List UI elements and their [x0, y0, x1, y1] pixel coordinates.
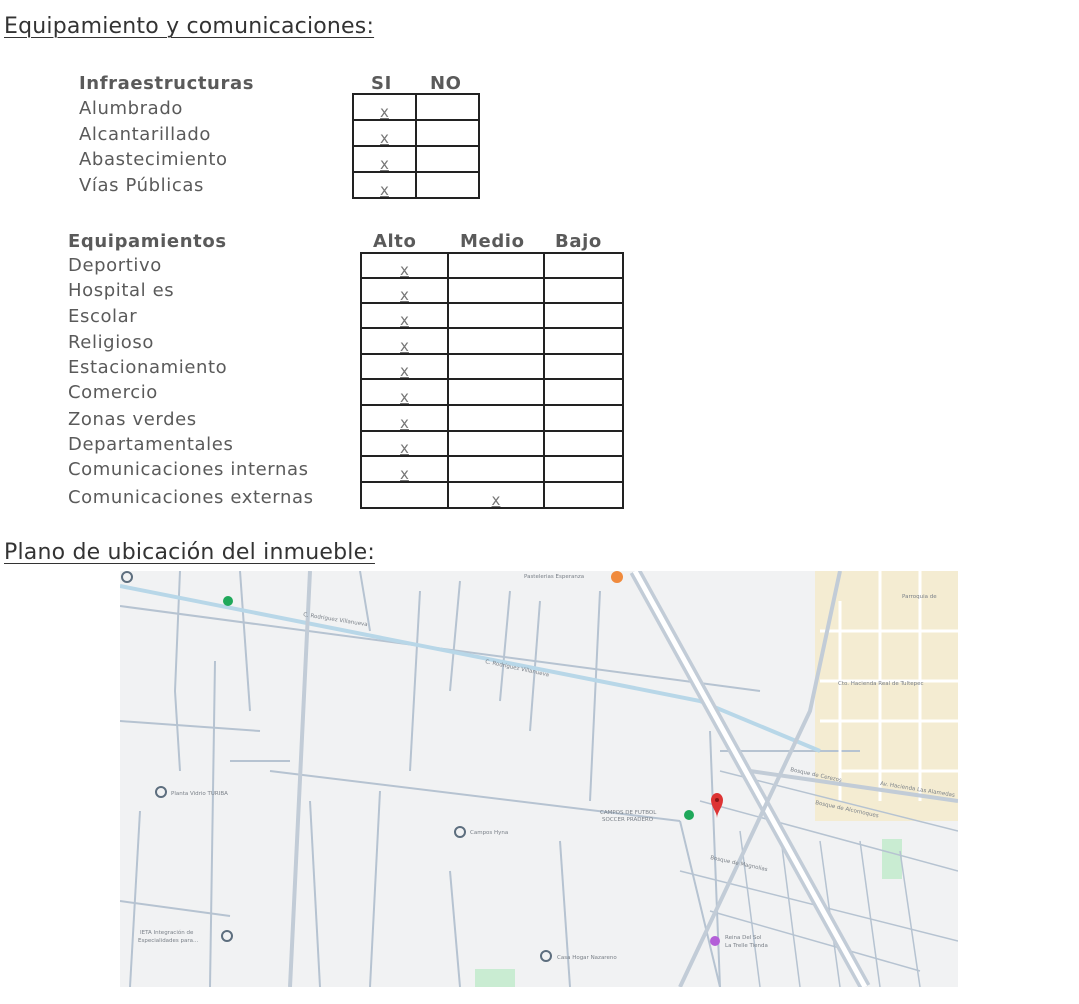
equip-cell: x [448, 482, 544, 508]
infra-cell [416, 94, 479, 120]
map-label: Pastelerias Esperanza [524, 574, 585, 580]
infra-col-si: SI [371, 73, 392, 94]
poi-marker-icon[interactable] [541, 951, 551, 961]
map-label: Casa Hogar Nazareno [557, 955, 617, 961]
equip-cell [448, 456, 544, 482]
infra-label-abastecimiento: Abastecimiento [79, 149, 228, 170]
map-label: IETA Integración de [140, 930, 194, 936]
map-label: Parroquia de [902, 594, 937, 600]
equip-cell [544, 379, 623, 405]
equip-cell [448, 253, 544, 278]
equip-label: Deportivo [68, 255, 162, 276]
equip-label: Zonas verdes [68, 409, 197, 430]
map-label: Cto. Hacienda Real de Tultepec [838, 681, 924, 687]
equip-label: Estacionamiento [68, 357, 228, 378]
equip-cell: x [361, 405, 448, 431]
equip-cell: x [361, 303, 448, 328]
equip-cell [544, 354, 623, 379]
equip-cell [448, 278, 544, 303]
map-label: Bosque de Magnolias [709, 855, 769, 874]
poi-marker-icon[interactable] [122, 572, 132, 582]
equip-label: Comunicaciones internas [68, 459, 309, 480]
equip-cell: x [361, 354, 448, 379]
bakery-marker-icon[interactable] [611, 571, 623, 583]
infra-cell [416, 172, 479, 198]
equip-label: Hospital es [68, 280, 175, 301]
equip-cell [448, 431, 544, 456]
infra-cell: x [353, 146, 416, 172]
map-label: Especialidades para... [138, 938, 199, 944]
equip-label: Religioso [68, 332, 155, 353]
equip-cell [448, 354, 544, 379]
section-heading-equipment: Equipamiento y comunicaciones: [4, 14, 375, 39]
map-label: Campos Hyna [470, 830, 509, 836]
equip-cell: x [361, 328, 448, 354]
equip-cell [544, 431, 623, 456]
map-label: Bosque de Cerezos [789, 767, 843, 784]
location-map[interactable] [120, 571, 958, 987]
poi-marker-icon[interactable] [156, 787, 166, 797]
infra-title: Infraestructuras [79, 73, 255, 94]
equip-col-alto: Alto [373, 231, 417, 252]
park-area [475, 969, 515, 987]
poi-purple-icon[interactable] [710, 936, 720, 946]
section-heading-location: Plano de ubicación del inmueble: [4, 540, 375, 565]
map-label: La Trelle Tienda [725, 943, 768, 949]
equip-cell [448, 303, 544, 328]
poi-green-icon[interactable] [684, 810, 694, 820]
equip-grid [360, 252, 624, 509]
equip-cell [544, 482, 623, 508]
equip-cell [544, 278, 623, 303]
map-label: C. Rodriguez Villanueva [484, 659, 550, 679]
poi-green-icon[interactable] [223, 596, 233, 606]
infra-label-alcantarillado: Alcantarillado [79, 124, 212, 145]
equip-cell: x [361, 278, 448, 303]
equip-title: Equipamientos [68, 231, 227, 252]
poi-marker-icon[interactable] [455, 827, 465, 837]
infra-grid [352, 93, 480, 199]
equip-cell [544, 405, 623, 431]
map-canvas [120, 571, 958, 987]
equip-cell [448, 328, 544, 354]
map-label: C. Rodriguez Villanueva [302, 612, 368, 629]
equip-cell [448, 405, 544, 431]
equip-cell [544, 328, 623, 354]
infra-cell: x [353, 94, 416, 120]
equip-col-bajo: Bajo [555, 231, 602, 252]
map-label: SOCCER PRADERO [602, 817, 654, 823]
equip-cell: x [361, 456, 448, 482]
map-label: Reina Del Sol [725, 935, 762, 941]
map-label: Av. Hacienda Las Alamedas [879, 781, 956, 799]
poi-marker-icon[interactable] [222, 931, 232, 941]
equip-cell: x [361, 379, 448, 405]
equip-cell [544, 253, 623, 278]
equip-cell: x [361, 253, 448, 278]
infra-cell: x [353, 172, 416, 198]
equip-cell: x [361, 431, 448, 456]
infra-cell [416, 146, 479, 172]
equip-cell [544, 456, 623, 482]
equip-cell [448, 379, 544, 405]
equip-label: Departamentales [68, 434, 234, 455]
infra-cell [416, 120, 479, 146]
equip-label: Comunicaciones externas [68, 487, 314, 508]
map-label: Bosque de Alcornoques [814, 800, 880, 820]
equip-label: Escolar [68, 306, 138, 327]
park-area [882, 839, 902, 879]
map-label: CAMPOS DE FUTBOL [600, 810, 657, 816]
equip-label: Comercio [68, 382, 158, 403]
equip-cell [544, 303, 623, 328]
map-label: Planta Vidrio TURIBA [171, 791, 228, 797]
infra-label-alumbrado: Alumbrado [79, 98, 183, 119]
equip-cell [361, 482, 448, 508]
infra-cell: x [353, 120, 416, 146]
infra-label-vias: Vías Públicas [79, 175, 204, 196]
equip-col-medio: Medio [460, 231, 525, 252]
infra-col-no: NO [430, 73, 462, 94]
